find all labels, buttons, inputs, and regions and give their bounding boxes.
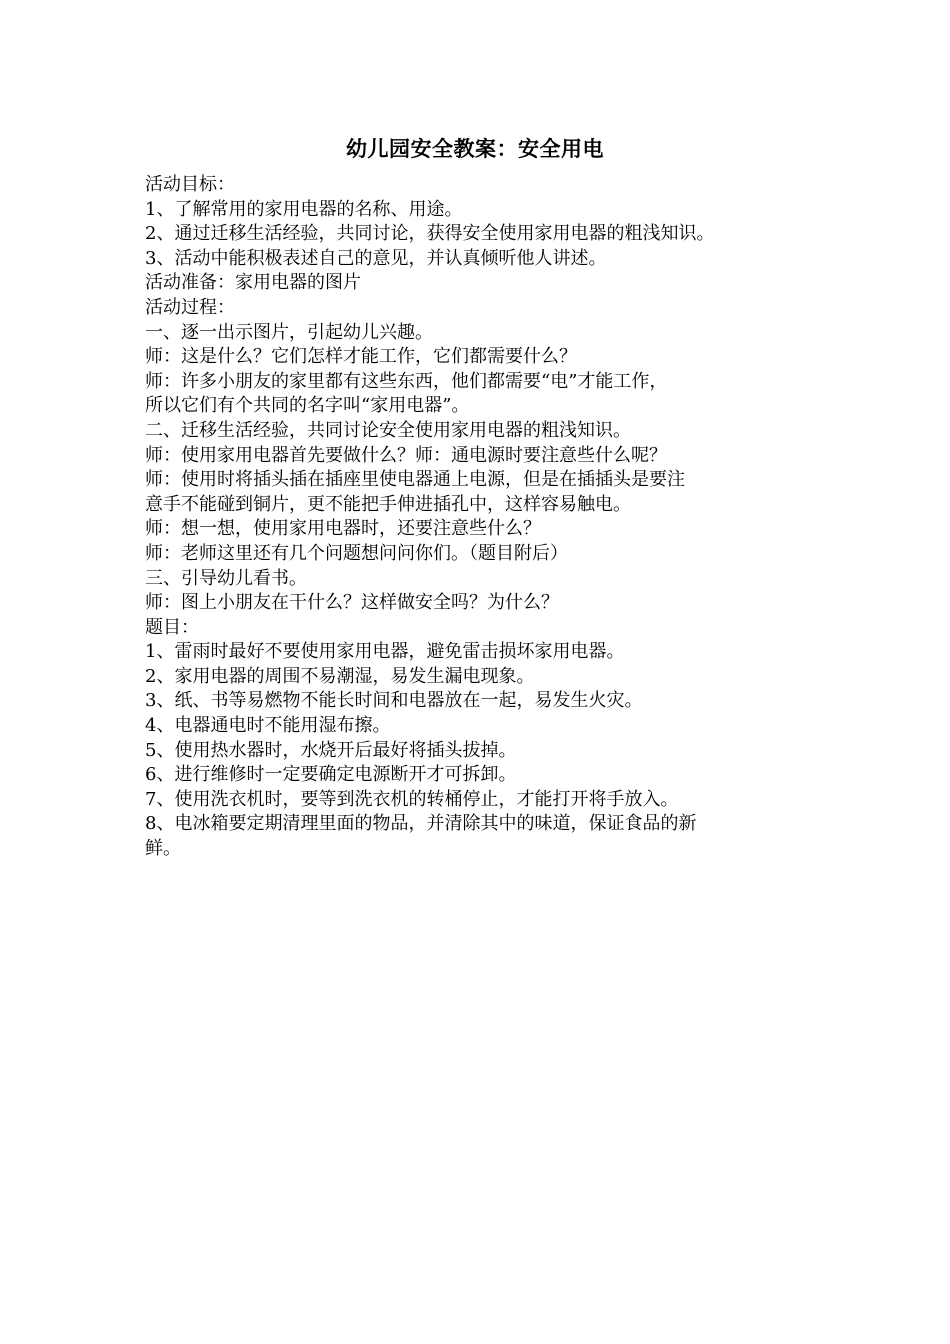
document-body (145, 173, 825, 862)
body-line: 二、迁移生活经验，共同讨论安全使用家用电器的粗浅知识。 (145, 419, 631, 441)
body-line: 1、雷雨时最好不要使用家用电器，避免雷击损坏家用电器。 (145, 641, 625, 663)
body-line: 鲜。 (145, 838, 181, 860)
body-line: 师：这是什么？它们怎样才能工作，它们都需要什么？ (145, 346, 577, 368)
body-line: 师：老师这里还有几个问题想问问你们。（题目附后） (145, 542, 568, 564)
body-line: 师：许多小朋友的家里都有这些东西，他们都需要“电”才能工作， (145, 370, 668, 392)
body-line: 活动准备：家用电器的图片 (145, 272, 361, 294)
body-line: 意手不能碰到铜片，更不能把手伸进插孔中，这样容易触电。 (145, 493, 631, 515)
body-line: 2、通过迁移生活经验，共同讨论，获得安全使用家用电器的粗浅知识。 (145, 223, 715, 245)
body-line: 题目： (145, 616, 199, 638)
body-line: 师：使用时将插头插在插座里使电器通上电源，但是在插插头是要注 (145, 469, 685, 491)
body-line: 6、进行维修时一定要确定电源断开才可拆卸。 (145, 764, 517, 786)
body-line: 一、逐一出示图片，引起幼儿兴趣。 (145, 321, 433, 343)
body-line: 3、纸、书等易燃物不能长时间和电器放在一起，易发生火灾。 (145, 690, 643, 712)
body-line: 1、了解常用的家用电器的名称、用途。 (145, 198, 463, 220)
body-line: 活动过程： (145, 296, 235, 318)
body-line: 师：图上小朋友在干什么？这样做安全吗？为什么？ (145, 592, 559, 614)
body-line: 师：想一想，使用家用电器时，还要注意些什么？ (145, 518, 541, 540)
body-line: 活动目标： (145, 174, 235, 195)
body-line: 4、电器通电时不能用湿布擦。 (145, 715, 391, 737)
body-line: 师：使用家用电器首先要做什么？师：通电源时要注意些什么呢？ (145, 444, 667, 466)
body-line: 5、使用热水器时，水烧开后最好将插头拔掉。 (145, 739, 517, 761)
body-line: 7、使用洗衣机时，要等到洗衣机的转桶停止，才能打开将手放入。 (145, 788, 679, 810)
body-line: 3、活动中能积极表述自己的意见，并认真倾听他人讲述。 (145, 247, 607, 269)
body-line: 2、家用电器的周围不易潮湿，易发生漏电现象。 (145, 665, 535, 687)
document-title: 幼儿园安全教案：安全用电 (346, 136, 604, 161)
body-line: 所以它们有个共同的名字叫“家用电器”。 (145, 395, 470, 417)
body-line: 三、引导幼儿看书。 (145, 567, 307, 589)
body-line: 8、电冰箱要定期清理里面的物品，并清除其中的味道，保证食品的新 (145, 813, 697, 835)
